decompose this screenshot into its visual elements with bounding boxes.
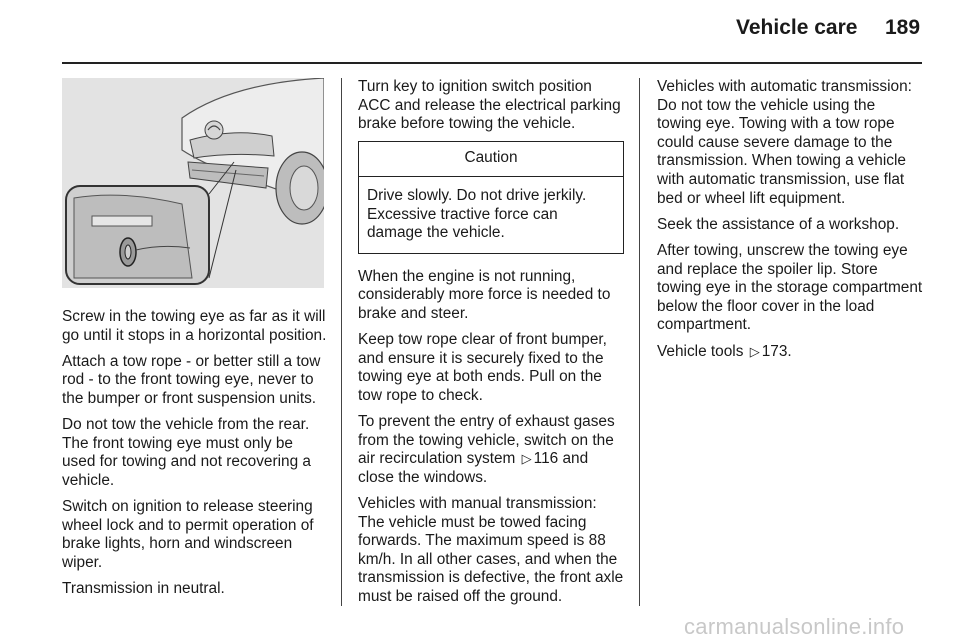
text: Vehicle tools — [657, 342, 748, 360]
towing-eye-illustration — [62, 78, 324, 288]
text: To prevent the entry of exhaust gases from the towing vehicle, switch on the air recirculation system — [358, 413, 615, 468]
text: and release the electrical parking brake before towing the vehicle. — [358, 96, 621, 133]
page-title: Vehicle care — [736, 16, 858, 39]
caution-box — [358, 141, 624, 253]
paragraph: Do not tow the vehicle from the rear. The front towing eye must only be used for towing and not recovering a vehicle. — [62, 416, 311, 489]
paragraph — [358, 413, 624, 487]
page-reference[interactable]: 173 — [761, 342, 788, 360]
paragraph: When the engine is not running, considerably more force is needed to brake and steer. — [358, 267, 611, 322]
paragraph: Vehicles with automatic transmission: Do not tow the vehicle using the towing eye. Towing with a tow rope could cause severe damage to the transmission. When towing a vehicle with automatic transmission, use flat bed or wheel lift equipment. — [657, 78, 912, 207]
header-divider — [62, 62, 922, 64]
column-divider-2 — [639, 78, 640, 606]
column-3 — [657, 78, 923, 369]
page-reference-icon: ▷ — [749, 343, 760, 359]
text: . — [787, 342, 792, 360]
text: Turn key to ignition switch position — [358, 78, 592, 95]
paragraph: Transmission in neutral. — [62, 580, 225, 598]
paragraph: Screw in the towing eye as far as it will go until it stops in a horizontal position. — [62, 308, 327, 344]
paragraph: Keep tow rope clear of front bumper, and ensure it is securely fixed to the towing eye at both ends. Pull on the tow rope to check. — [358, 331, 607, 404]
page-reference-icon: ▷ — [521, 451, 532, 467]
paragraph — [358, 78, 624, 134]
caution-text: Drive slowly. Do not drive jerkily. Excessive tractive force can damage the vehicle. — [367, 186, 587, 242]
paragraph: Switch on ignition to release steering wheel lock and to permit operation of brake lights, horn and windscreen wiper. — [62, 498, 314, 571]
paragraph: Seek the assistance of a workshop. — [657, 215, 900, 233]
paragraph: Attach a tow rope - or better still a tow rod - to the front towing eye, never to the bumper or front suspension units. — [62, 352, 321, 407]
watermark: carmanualsonline.info — [684, 614, 905, 639]
paragraph — [657, 343, 923, 362]
column-1 — [62, 78, 328, 606]
column-2 — [358, 78, 624, 614]
page-number: 189 — [885, 16, 921, 39]
page-reference[interactable]: 116 — [533, 450, 559, 468]
caution-title: Caution — [359, 142, 623, 177]
text: and close the windows. — [358, 450, 589, 486]
key-position: ACC — [358, 96, 391, 114]
paragraph: Vehicles with manual transmission: The vehicle must be towed facing forwards. The maximum speed is 88 km/h. In all other cases, and when the transmission is defective, the front axle must be raised off the ground. — [358, 495, 624, 606]
paragraph: After towing, unscrew the towing eye and replace the spoiler lip. Store towing eye in the storage compartment below the floor cover in the load compartment. — [657, 241, 923, 334]
column-divider-1 — [341, 78, 342, 606]
